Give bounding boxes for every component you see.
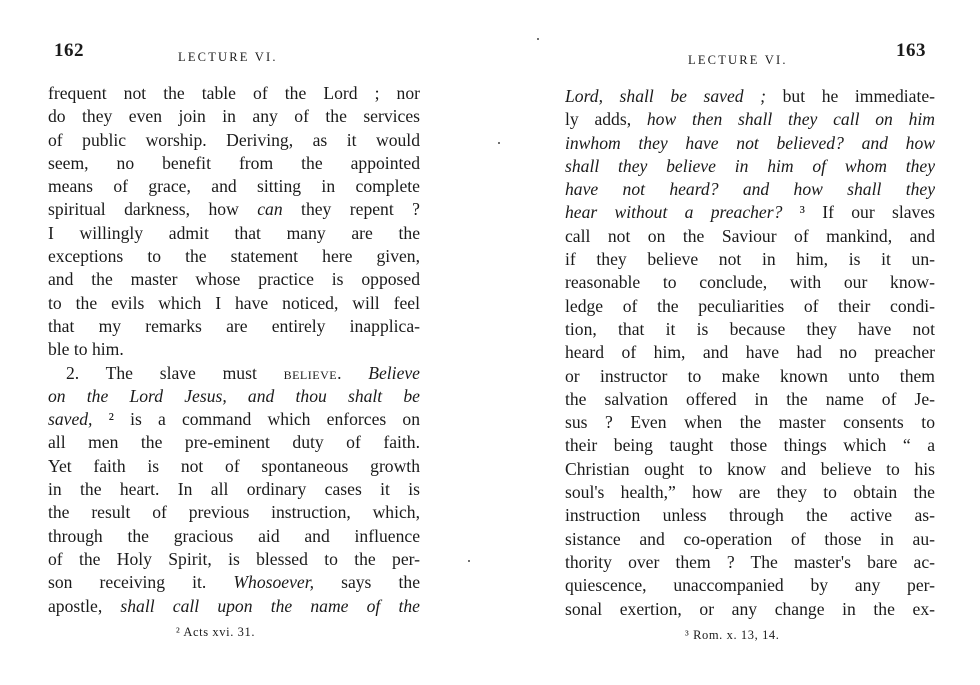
text-line: [565, 458, 935, 481]
text-run: Yet faith is not of spontaneous growth: [48, 455, 420, 476]
body-text: [565, 85, 935, 621]
text-line: [565, 201, 935, 224]
italic-text: how then shall they call on him: [646, 109, 935, 130]
text-line: [565, 155, 935, 178]
text-run: exceptions to the statement here given,: [48, 246, 420, 267]
text-line: [565, 318, 935, 341]
footnote: ³ Rom. x. 13, 14.: [685, 628, 780, 642]
text-run: sonal exertion, or any change in the ex-: [565, 598, 935, 619]
text-line: [48, 385, 420, 408]
text-line: [565, 551, 935, 574]
text-run: they repent ?: [282, 199, 420, 220]
print-speck: [468, 560, 470, 562]
italic-text: can: [257, 199, 283, 220]
text-run: call not on the Saviour of mankind, and: [565, 225, 935, 246]
text-run: do they even join in any of the services: [48, 106, 420, 127]
text-run: soul's health,” how are they to obtain the: [565, 482, 935, 503]
text-line: [48, 408, 420, 431]
text-run: frequent not the table of the Lord ; nor: [48, 83, 420, 103]
italic-text: shall call upon the name of the: [120, 595, 420, 616]
text-line: [48, 571, 420, 594]
italic-text: Believe: [368, 362, 420, 383]
text-run: all men the pre-eminent duty of faith.: [48, 432, 420, 453]
text-line: [48, 245, 420, 268]
footnote: ² Acts xvi. 31.: [176, 625, 256, 639]
text-run: but he immediate-: [766, 86, 935, 106]
italic-text: saved,: [48, 409, 93, 430]
text-run: says the: [314, 572, 420, 593]
text-line: [48, 105, 420, 128]
text-line: [565, 434, 935, 457]
text-line: [565, 388, 935, 411]
text-line: [565, 132, 935, 155]
text-line: [565, 108, 935, 131]
text-line: [565, 248, 935, 271]
text-run: the salvation offered in the name of Je-: [565, 388, 935, 409]
text-run: or instructor to make known unto them: [565, 365, 935, 386]
text-run: believe: [283, 362, 338, 383]
text-run: spiritual darkness, how: [48, 199, 258, 220]
body-text: [48, 82, 420, 618]
text-line: [565, 271, 935, 294]
text-run: quiescence, unaccompanied by any per-: [565, 575, 935, 596]
text-run: ² is a command which enforces on: [92, 409, 420, 430]
text-run: if they believe not in him, is it un-: [565, 249, 935, 270]
text-run: in the heart. In all ordinary cases it is: [48, 479, 420, 500]
text-run: seem, no benefit from the appointed: [48, 152, 420, 173]
italic-text: inwhom they have not believed? and how: [565, 132, 935, 153]
text-line: [48, 525, 420, 548]
text-run: sistance and co-operation of those in au-: [565, 528, 935, 549]
text-run: .: [337, 362, 369, 383]
italic-text: shall they believe in him of whom they: [565, 155, 935, 176]
text-line: [48, 292, 420, 315]
text-line: [48, 175, 420, 198]
text-run: their being taught those things which “ a: [565, 435, 935, 456]
text-line: [48, 338, 420, 361]
text-line: [565, 341, 935, 364]
running-head: LECTURE VI.: [178, 50, 278, 64]
text-line: [48, 268, 420, 291]
text-run: of the Holy Spirit, is blessed to the per-: [48, 548, 420, 569]
text-line: [565, 411, 935, 434]
text-line: [565, 295, 935, 318]
right-page: [490, 0, 980, 685]
text-line: [48, 431, 420, 454]
text-line: [48, 315, 420, 338]
text-run: sus ? Even when the master consents to: [565, 412, 935, 433]
italic-text: on the Lord Jesus, and thou shalt be: [48, 385, 420, 406]
text-line: [48, 198, 420, 221]
page-number: 163: [896, 40, 926, 61]
page-number: 162: [54, 40, 84, 61]
text-run: through the gracious aid and influence: [48, 525, 420, 546]
print-speck: [537, 38, 539, 40]
text-line: [565, 598, 935, 621]
text-run: ly adds,: [565, 109, 647, 130]
text-run: ble to him.: [48, 339, 124, 360]
text-line: [565, 528, 935, 551]
text-line: [48, 222, 420, 245]
running-head: LECTURE VI.: [688, 53, 788, 67]
text-run: of public worship. Deriving, as it would: [48, 129, 420, 150]
text-run: the result of previous instruction, which,: [48, 502, 420, 523]
text-run: reasonable to conclude, with our know-: [565, 272, 935, 293]
italic-text: have not heard? and how shall they: [565, 179, 935, 200]
text-run: 2. The slave must: [66, 362, 284, 383]
text-line: [48, 501, 420, 524]
text-run: instruction unless through the active as-: [565, 505, 935, 526]
text-line: [48, 595, 420, 618]
text-line: [48, 152, 420, 175]
text-run: Christian ought to know and believe to his: [565, 458, 935, 479]
italic-text: Lord, shall be saved ;: [565, 86, 767, 106]
text-line: [48, 455, 420, 478]
text-line: [565, 504, 935, 527]
text-line: [48, 548, 420, 571]
text-run: thority over them ? The master's bare ac-: [565, 551, 935, 572]
text-line: [48, 129, 420, 152]
text-line: [48, 82, 420, 105]
text-run: and the master whose practice is opposed: [48, 269, 420, 290]
italic-text: Whosoever,: [233, 572, 314, 593]
text-run: ledge of the peculiarities of their condi-: [565, 295, 935, 316]
text-line: [565, 481, 935, 504]
text-run: means of grace, and sitting in complete: [48, 176, 420, 197]
text-run: heard of him, and have had no preacher: [565, 342, 935, 363]
text-line: [565, 85, 935, 108]
text-run: that my remarks are entirely inapplica-: [48, 315, 420, 336]
italic-text: hear without a preacher?: [565, 202, 783, 223]
print-speck: [498, 142, 500, 144]
text-line: [565, 178, 935, 201]
text-run: son receiving it.: [48, 572, 234, 593]
text-run: I willingly admit that many are the: [48, 222, 420, 243]
text-run: to the evils which I have noticed, will feel: [48, 292, 420, 313]
text-run: tion, that it is because they have not: [565, 318, 935, 339]
text-line: [48, 362, 420, 385]
text-line: [565, 365, 935, 388]
text-run: apostle,: [48, 595, 121, 616]
text-line: [565, 225, 935, 248]
text-line: [565, 574, 935, 597]
text-run: ³ If our slaves: [782, 202, 935, 223]
text-line: [48, 478, 420, 501]
